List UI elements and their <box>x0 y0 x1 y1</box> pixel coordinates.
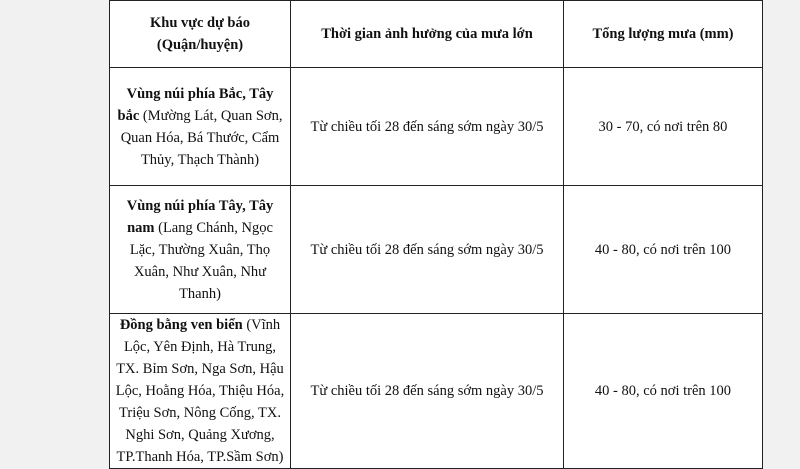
header-time: Thời gian ảnh hưởng của mưa lớn <box>291 1 564 68</box>
region-name: Vùng núi phía Bắc, Tây bắc <box>117 85 274 124</box>
time-cell: Từ chiều tối 28 đến sáng sớm ngày 30/5 <box>291 186 564 314</box>
amount-cell: 40 - 80, có nơi trên 100 <box>564 186 763 314</box>
amount-cell: 30 - 70, có nơi trên 80 <box>564 68 763 186</box>
region-name: Đồng bằng ven biển <box>119 317 243 333</box>
area-cell <box>110 68 291 186</box>
header-area <box>110 1 291 68</box>
table-row <box>110 314 763 469</box>
district-list: (Vĩnh Lộc, Yên Định, Hà Trung, TX. Bỉm Sơn, Nga Sơn, Hậu Lộc, Hoằng Hóa, Thiệu Hóa, Triệu Sơn, Nông Cống, TX. Nghi Sơn, Quảng Xương, TP.Thanh Hóa, TP.Sầm Sơn) <box>115 317 285 465</box>
header-area-title: Khu vực dự báo <box>150 15 250 31</box>
rainfall-forecast-table <box>109 0 763 469</box>
table-header-row <box>110 1 763 68</box>
time-cell: Từ chiều tối 28 đến sáng sớm ngày 30/5 <box>291 68 564 186</box>
district-list: (Mường Lát, Quan Sơn, Quan Hóa, Bá Thước, Cẩm Thủy, Thạch Thành) <box>120 107 283 168</box>
area-cell <box>110 186 291 314</box>
district-list: (Lang Chánh, Ngọc Lặc, Thường Xuân, Thọ Xuân, Như Xuân, Như Thanh) <box>129 219 273 302</box>
area-cell <box>110 314 291 469</box>
header-area-subtitle: (Quận/huyện) <box>156 37 244 53</box>
table-row <box>110 186 763 314</box>
time-cell: Từ chiều tối 28 đến sáng sớm ngày 30/5 <box>291 314 564 469</box>
header-amount: Tổng lượng mưa (mm) <box>564 1 763 68</box>
region-name: Vùng núi phía Tây, Tây nam <box>126 197 274 236</box>
table-row <box>110 68 763 186</box>
amount-cell: 40 - 80, có nơi trên 100 <box>564 314 763 469</box>
